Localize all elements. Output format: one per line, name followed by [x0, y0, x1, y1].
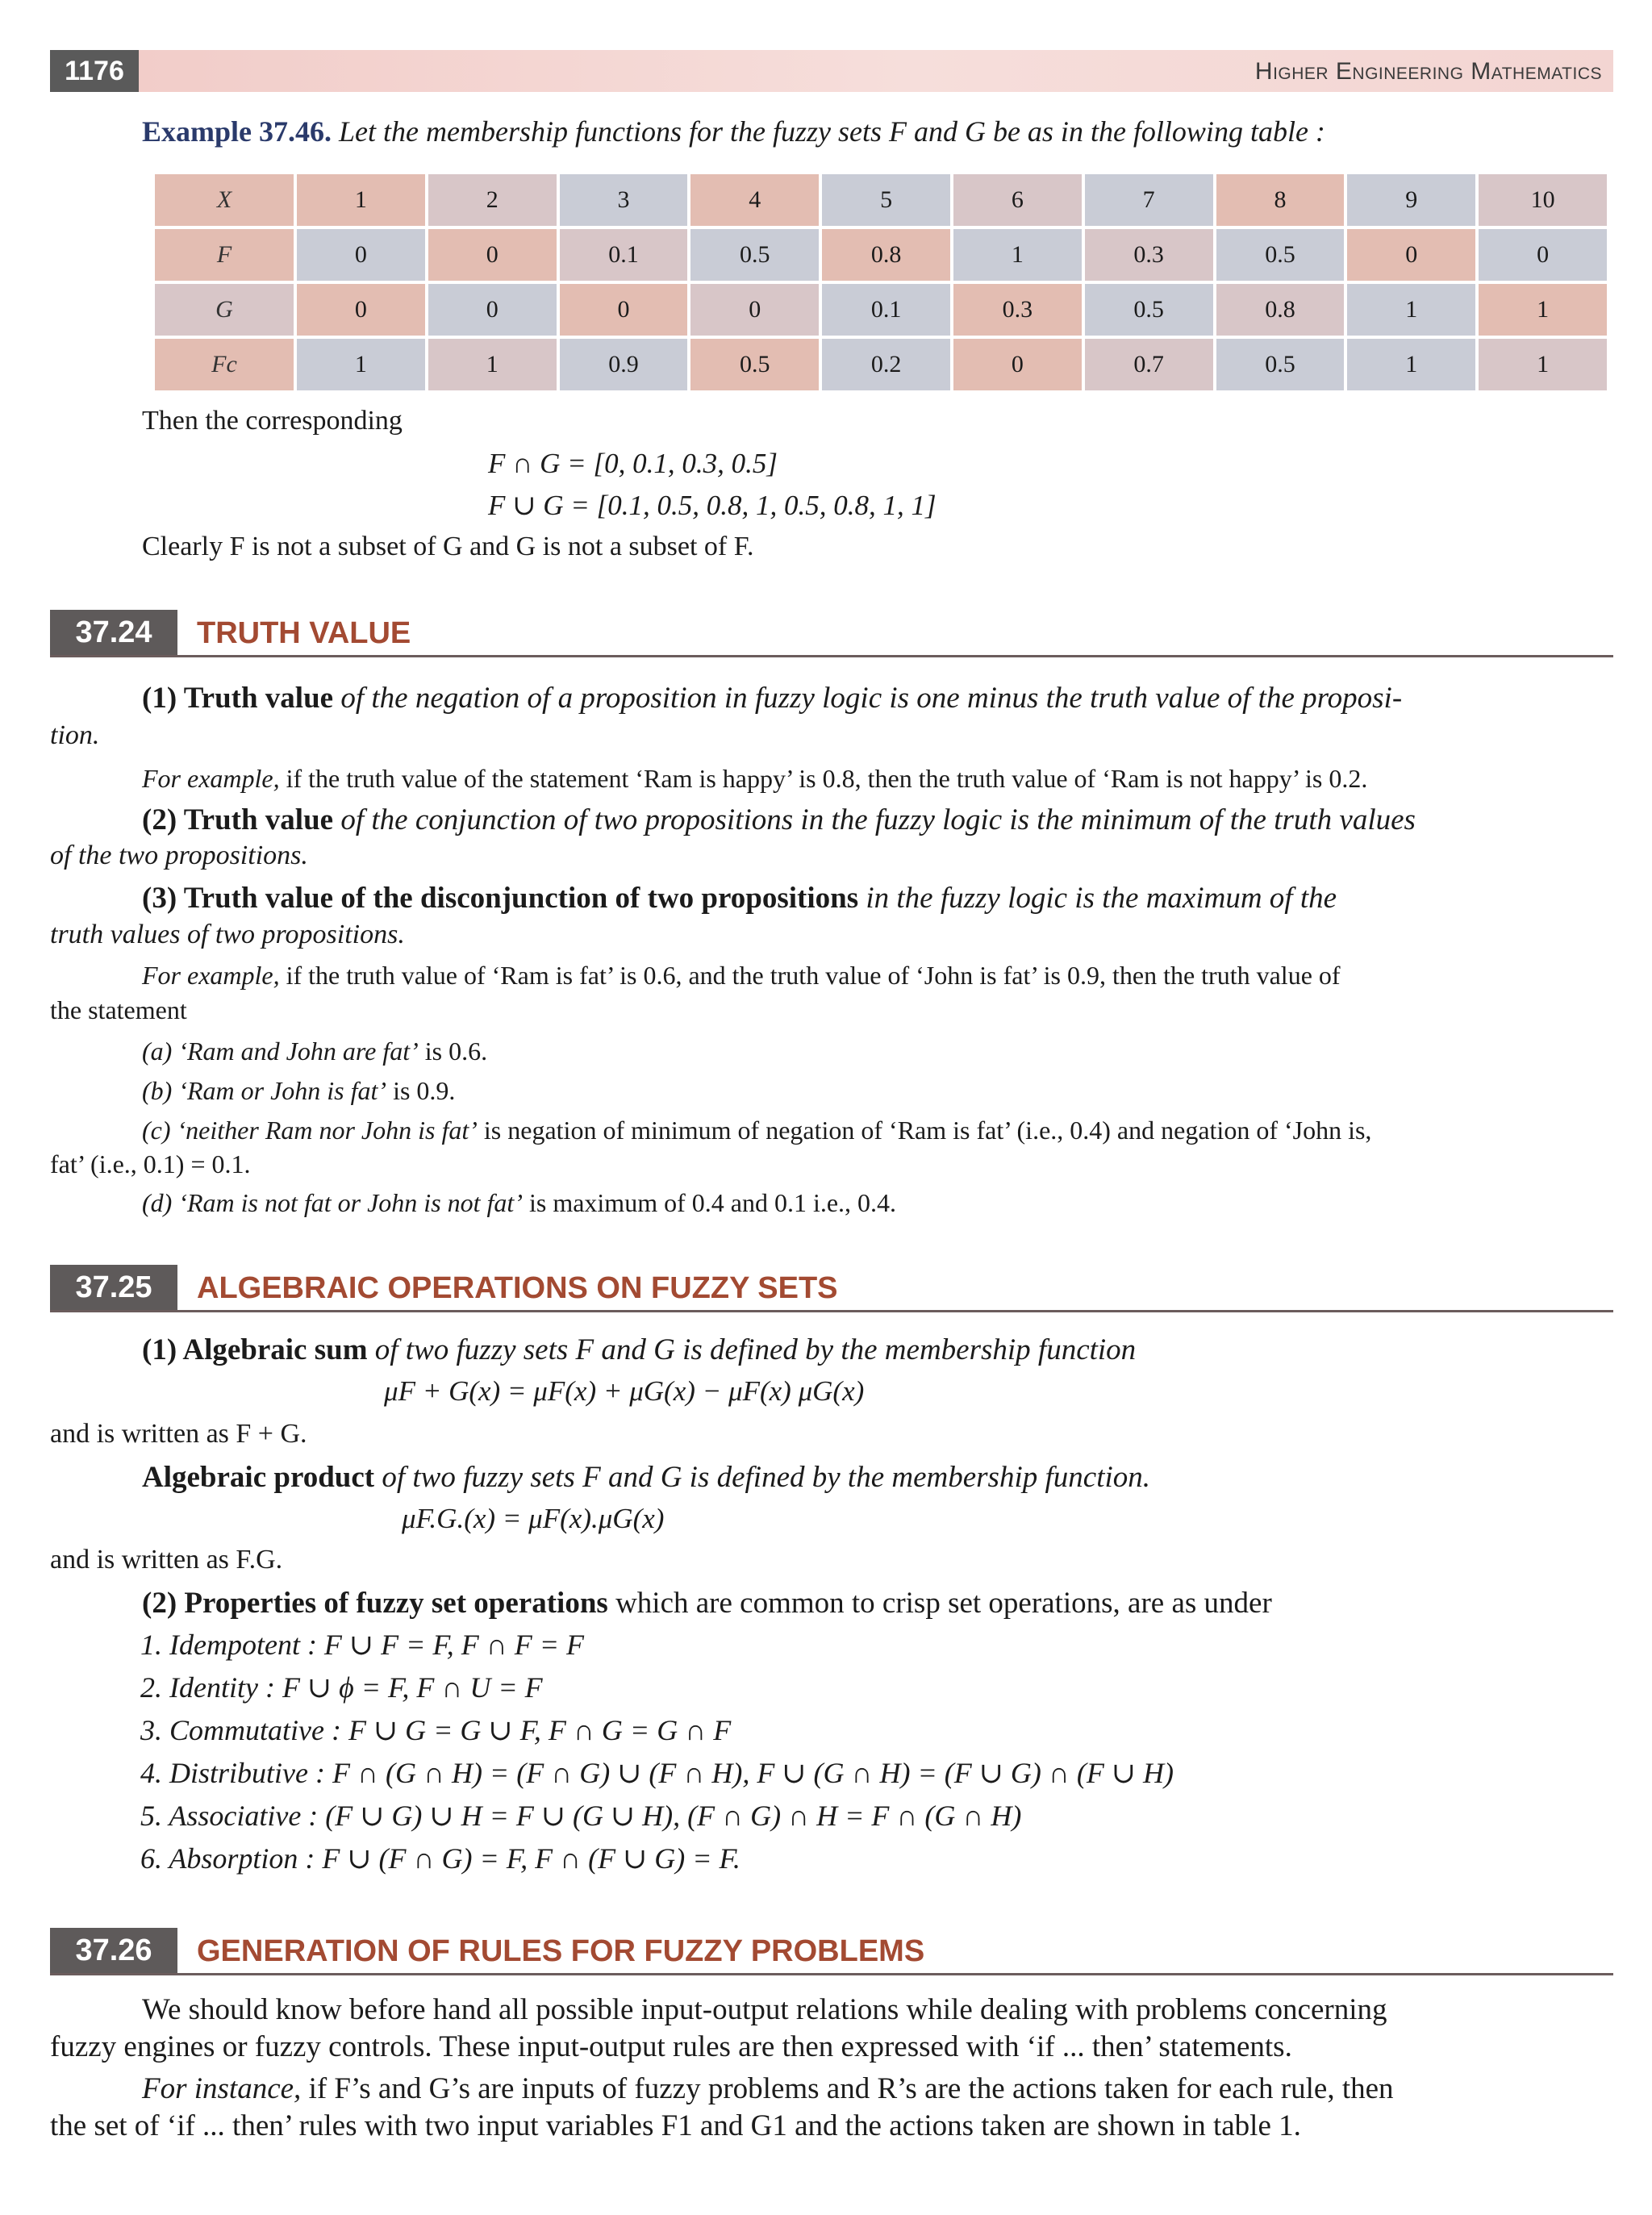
row-label: G [153, 282, 295, 337]
definition-text: which are common to crisp set operations, are as under [607, 1587, 1272, 1620]
bold-term: Algebraic product [142, 1461, 375, 1494]
property-distributive: 4. Distributive : F ∩ (G ∩ H) = (F ∩ G) ∪ (F ∩ H), F ∪ (G ∩ H) = (F ∪ G) ∩ (F ∪ H) [140, 1757, 1174, 1789]
rules-paragraph-line-1: We should know before hand all possible input-output relations while dealing with problems concerning [142, 1993, 1387, 2026]
example-fat [142, 958, 1341, 992]
formula-algebraic-product: μF.G.(x) = μF(x).μG(x) [402, 1503, 665, 1534]
table-cell: 0 [558, 282, 690, 337]
case-text: is maximum of 0.4 and 0.1 i.e., 0.4. [522, 1188, 897, 1217]
table-cell: 10 [1477, 173, 1608, 227]
property-idempotent: 1. Idempotent : F ∪ F = F, F ∩ F = F [140, 1629, 584, 1661]
text-clearly: Clearly F is not a subset of G and G is not a subset of F. [142, 532, 754, 561]
example-heading [142, 113, 1618, 152]
property-identity: 2. Identity : F ∪ ϕ = F, F ∩ U = F [140, 1671, 543, 1704]
section-number: 37.26 [50, 1928, 177, 1973]
example-lead: For example, [142, 961, 280, 990]
example-statement: Let the membership functions for the fuzzy sets F and G be as in the following table : [332, 115, 1325, 148]
section-heading-37-26 [50, 1928, 1613, 1975]
table-cell: 9 [1345, 173, 1477, 227]
case-lead: (c) ‘neither Ram nor John is fat’ [142, 1116, 478, 1145]
table-cell: 0 [427, 282, 558, 337]
table-cell: 3 [558, 173, 690, 227]
table-cell: 0 [1477, 227, 1608, 282]
row-label-text: Fc [211, 351, 237, 378]
formula-union: F ∪ G = [0.1, 0.5, 0.8, 1, 0.5, 0.8, 1, 1] [488, 490, 937, 521]
instance-text: if F’s and G’s are inputs of fuzzy problems and R’s are the actions taken for each rule, then [301, 2072, 1394, 2105]
section-title: GENERATION OF RULES FOR FUZZY PROBLEMS [197, 1934, 925, 1968]
membership-table [152, 171, 1610, 394]
example-label: Example 37.46. [142, 115, 332, 148]
section-number: 37.24 [50, 610, 177, 655]
table-cell: 1 [295, 337, 427, 392]
table-cell: 0 [295, 282, 427, 337]
section-title: TRUTH VALUE [197, 616, 411, 650]
product-written-as: and is written as F.G. [50, 1545, 283, 1575]
instance-lead: For instance, [142, 2072, 302, 2105]
case-text: is negation of minimum of negation of ‘Ram is fat’ (i.e., 0.4) and negation of ‘John is, [477, 1116, 1372, 1145]
definition-text: of the conjunction of two propositions in the fuzzy logic is the minimum of the truth values [333, 803, 1416, 836]
properties-line [142, 1584, 1272, 1624]
case-b [142, 1074, 455, 1108]
running-header [50, 50, 1613, 92]
formula-intersection: F ∩ G = [0, 0.1, 0.3, 0.5] [488, 448, 778, 479]
table-cell: 0.1 [820, 282, 952, 337]
row-label: X [153, 173, 295, 227]
table-cell: 0.7 [1083, 337, 1215, 392]
definition-text: in the fuzzy logic is the maximum of the [858, 882, 1337, 915]
table-cell: 2 [427, 173, 558, 227]
table-row [153, 173, 1608, 227]
case-lead: (a) ‘Ram and John are fat’ [142, 1037, 419, 1066]
table-cell: 1 [952, 227, 1083, 282]
formula-algebraic-sum: μF + G(x) = μF(x) + μG(x) − μF(x) μG(x) [384, 1375, 865, 1407]
rules-instance-line-2: the set of ‘if ... then’ rules with two input variables F1 and G1 and the actions taken are shown in table 1. [50, 2109, 1301, 2142]
truth-conjunction-cont: of the two propositions. [50, 841, 308, 870]
bold-term: (2) Truth value [142, 803, 334, 836]
table-row [153, 227, 1608, 282]
algebraic-product-line [142, 1458, 1150, 1498]
table-cell: 0.1 [558, 227, 690, 282]
table-cell: 0 [689, 282, 820, 337]
example-text: if the truth value of the statement ‘Ram is happy’ is 0.8, then the truth value of ‘Ram is not happy’ is 0.2. [279, 764, 1368, 793]
table-cell: 0 [295, 227, 427, 282]
bold-term: (1) Algebraic sum [142, 1333, 368, 1366]
case-text: is 0.6. [418, 1037, 488, 1066]
table-row [153, 337, 1608, 392]
table-cell: 1 [427, 337, 558, 392]
table-cell: 1 [1345, 337, 1477, 392]
rules-paragraph-line-2: fuzzy engines or fuzzy controls. These input-output rules are then expressed with ‘if ... then’ statements. [50, 2030, 1292, 2063]
table-cell: 0.5 [689, 337, 820, 392]
example-lead: For example, [142, 764, 280, 793]
case-lead: (d) ‘Ram is not fat or John is not fat’ [142, 1188, 523, 1217]
example-fat-cont: the statement [50, 995, 187, 1024]
table-cell: 0 [427, 227, 558, 282]
bold-term: (2) Properties of fuzzy set operations [142, 1587, 608, 1620]
sum-written-as: and is written as F + G. [50, 1419, 307, 1449]
example-happy [142, 761, 1367, 795]
truth-disjunction-cont: truth values of two propositions. [50, 920, 405, 949]
page-number: 1176 [50, 50, 139, 92]
table-cell: 0 [952, 337, 1083, 392]
property-commutative: 3. Commutative : F ∪ G = G ∪ F, F ∩ G = G ∩ F [140, 1714, 732, 1746]
table-cell: 0.2 [820, 337, 952, 392]
case-c-cont: fat’ (i.e., 0.1) = 0.1. [50, 1149, 251, 1178]
table-cell: 0.5 [1083, 282, 1215, 337]
case-c [142, 1113, 1371, 1147]
table-row [153, 282, 1608, 337]
bold-term: (1) Truth value [142, 682, 334, 715]
bold-term: (3) Truth value of the disconjunction of two propositions [142, 882, 859, 915]
truth-conjunction-line [142, 801, 1416, 841]
case-d [142, 1186, 896, 1220]
row-label: F [153, 227, 295, 282]
table-cell: 0.3 [952, 282, 1083, 337]
case-a [142, 1034, 487, 1068]
section-number: 37.25 [50, 1265, 177, 1310]
section-heading-37-25 [50, 1265, 1613, 1312]
book-title: Higher Engineering Mathematics [1254, 58, 1602, 85]
definition-text: of two fuzzy sets F and G is defined by the membership function [367, 1333, 1137, 1366]
table-cell: 0.8 [820, 227, 952, 282]
table-cell: 1 [1477, 337, 1608, 392]
case-lead: (b) ‘Ram or John is fat’ [142, 1076, 387, 1105]
algebraic-sum-line [142, 1331, 1136, 1370]
table-cell: 1 [1477, 282, 1608, 337]
table-cell: 0.5 [689, 227, 820, 282]
definition-text: of the negation of a proposition in fuzzy logic is one minus the truth value of the proposi- [333, 682, 1403, 715]
truth-negation-cont: tion. [50, 720, 100, 750]
table-cell: 5 [820, 173, 952, 227]
table-cell: 0 [1345, 227, 1477, 282]
truth-negation-line [142, 679, 1402, 719]
rules-instance-line-1 [142, 2070, 1394, 2109]
text-then: Then the corresponding [142, 406, 403, 436]
table-cell: 4 [689, 173, 820, 227]
table-cell: 0.5 [1215, 227, 1346, 282]
case-text: is 0.9. [386, 1076, 456, 1105]
example-text: if the truth value of ‘Ram is fat’ is 0.6, and the truth value of ‘John is fat’ is 0.9, then the truth value of [279, 961, 1341, 990]
table-cell: 0.9 [558, 337, 690, 392]
section-heading-37-24 [50, 610, 1613, 657]
table-cell: 8 [1215, 173, 1346, 227]
property-associative: 5. Associative : (F ∪ G) ∪ H = F ∪ (G ∪ H), (F ∩ G) ∩ H = F ∩ (G ∩ H) [140, 1800, 1022, 1832]
section-title: ALGEBRAIC OPERATIONS ON FUZZY SETS [197, 1271, 838, 1305]
truth-disjunction-line [142, 879, 1337, 919]
table-cell: 0.5 [1215, 337, 1346, 392]
table-cell: 0.8 [1215, 282, 1346, 337]
table-cell: 6 [952, 173, 1083, 227]
table-cell: 0.3 [1083, 227, 1215, 282]
definition-text: of two fuzzy sets F and G is defined by the membership function. [374, 1461, 1151, 1494]
property-absorption: 6. Absorption : F ∪ (F ∩ G) = F, F ∩ (F ∪ G) = F. [140, 1842, 740, 1875]
row-label [153, 337, 295, 392]
table-cell: 1 [295, 173, 427, 227]
table-cell: 7 [1083, 173, 1215, 227]
table-cell: 1 [1345, 282, 1477, 337]
